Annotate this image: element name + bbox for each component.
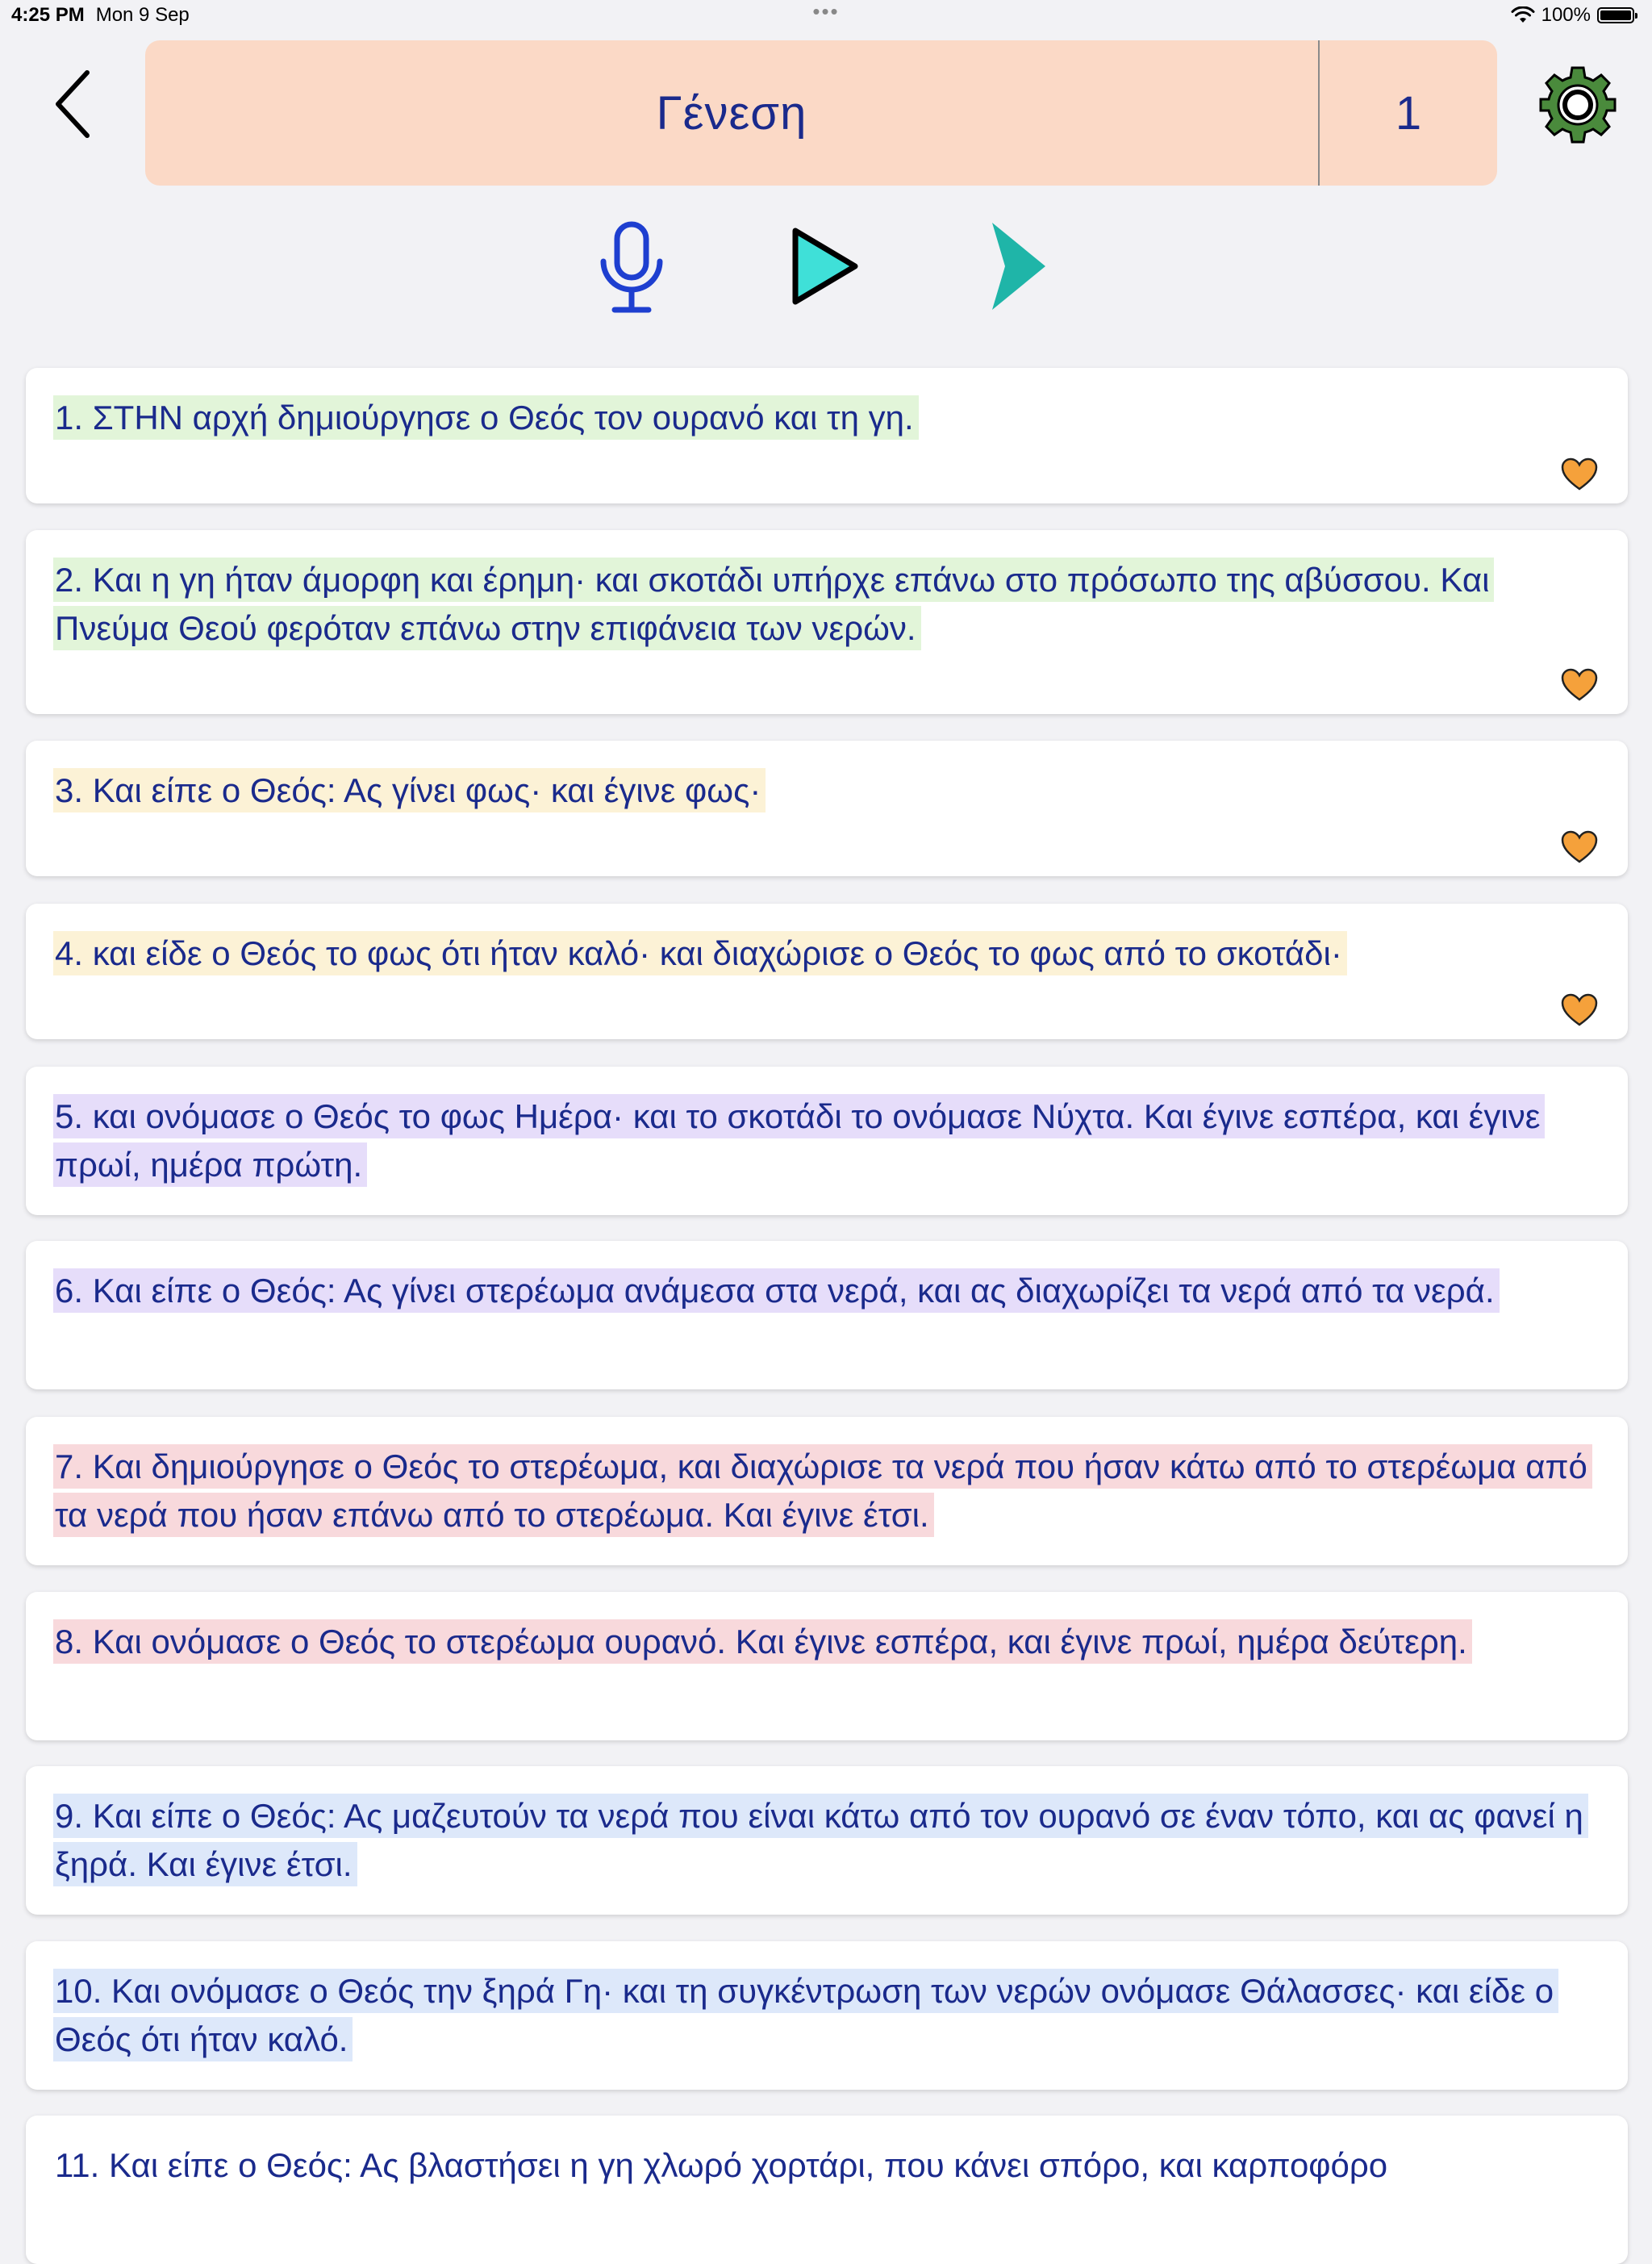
status-left — [11, 4, 190, 27]
verse-card[interactable] — [26, 1592, 1628, 1740]
gear-icon — [1537, 65, 1618, 145]
verse-text: 8. Και ονόμασε ο Θεός το στερέωμα ουρανό. Και έγινε εσπέρα, και έγινε πρωί, ημέρα δεύτερη. — [53, 1618, 1600, 1666]
verse-card[interactable] — [26, 1067, 1628, 1215]
play-icon — [789, 226, 861, 307]
verse-text: 7. Και δημιούργησε ο Θεός το στερέωμα, και διαχώρισε τα νερά που ήσαν κάτω από το στερέωμα από τα νερά που ήσαν επάνω από το στερέωμα. Και έγινε έτσι. — [53, 1443, 1600, 1539]
status-time: 4:25 PM — [11, 4, 85, 26]
verse-card[interactable] — [26, 530, 1628, 714]
microphone-button[interactable] — [595, 219, 668, 316]
verse-text: 2. Και η γη ήταν άμορφη και έρημη· και σκοτάδι υπήρχε επάνω στο πρόσωπο της αβύσσου. Και Πνεύμα Θεού φερόταν επάνω στην επιφάνεια των νερών. — [53, 556, 1600, 653]
multitasking-dots-icon[interactable]: ••• — [812, 0, 840, 23]
heart-icon[interactable] — [1560, 457, 1599, 492]
status-right — [1511, 4, 1634, 27]
chapter-number-button[interactable]: 1 — [1395, 86, 1422, 140]
play-button[interactable] — [789, 226, 861, 307]
verse-text: 11. Και είπε ο Θεός: Ας βλαστήσει η γη χλωρό χορτάρι, που κάνει σπόρο, και καρποφόρο — [55, 2146, 1388, 2184]
battery-percent: 100% — [1541, 4, 1591, 26]
verse-card[interactable] — [26, 741, 1628, 876]
status-date: Mon 9 Sep — [95, 4, 190, 26]
microphone-icon — [595, 219, 668, 316]
heart-icon[interactable] — [1560, 667, 1599, 703]
verse-card[interactable] — [26, 904, 1628, 1039]
status-bar — [0, 0, 1652, 32]
heart-icon[interactable] — [1560, 829, 1599, 865]
verse-text: 3. Και είπε ο Θεός: Ας γίνει φως· και έγινε φως· — [53, 767, 1600, 815]
settings-button[interactable] — [1537, 65, 1618, 145]
battery-icon — [1597, 7, 1634, 23]
wifi-icon — [1511, 6, 1535, 24]
book-chapter-selector — [145, 40, 1497, 186]
verse-text: 1. ΣΤΗΝ αρχή δημιούργησε ο Θεός τον ουρανό και τη γη. — [53, 394, 1600, 442]
verse-text: 4. και είδε ο Θεός το φως ότι ήταν καλό· και διαχώρισε ο Θεός το φως από το σκοτάδι· — [53, 929, 1600, 978]
book-title-button[interactable]: Γένεση — [145, 40, 1320, 186]
verse-card[interactable] — [26, 1417, 1628, 1565]
verse-text: 5. και ονόμασε ο Θεός το φως Ημέρα· και το σκοτάδι το ονόμασε Νύχτα. Και έγινε εσπέρα, και έγινε πρωί, ημέρα πρώτη. — [53, 1092, 1600, 1189]
verse-card[interactable] — [26, 2116, 1628, 2264]
chevron-right-icon — [986, 219, 1050, 313]
verse-text: 6. Και είπε ο Θεός: Ας γίνει στερέωμα ανάμεσα στα νερά, και ας διαχωρίζει τα νερά από τα νερά. — [53, 1267, 1600, 1315]
verse-card[interactable] — [26, 368, 1628, 503]
next-chapter-button[interactable] — [986, 219, 1050, 313]
chevron-left-icon — [47, 68, 103, 140]
heart-icon[interactable] — [1560, 992, 1599, 1028]
verse-text: 9. Και είπε ο Θεός: Ας μαζευτούν τα νερά που είναι κάτω από τον ουρανό σε έναν τόπο, και ας φανεί η ξηρά. Και έγινε έτσι. — [53, 1792, 1600, 1889]
verse-text: 10. Και ονόμασε ο Θεός την ξηρά Γη· και τη συγκέντρωση των νερών ονόμασε Θάλασσες· και είδε ο Θεός ότι ήταν καλό. — [53, 1967, 1600, 2064]
verse-card[interactable] — [26, 1941, 1628, 2090]
back-button[interactable] — [47, 68, 103, 140]
verse-card[interactable] — [26, 1766, 1628, 1915]
verse-card[interactable] — [26, 1241, 1628, 1389]
